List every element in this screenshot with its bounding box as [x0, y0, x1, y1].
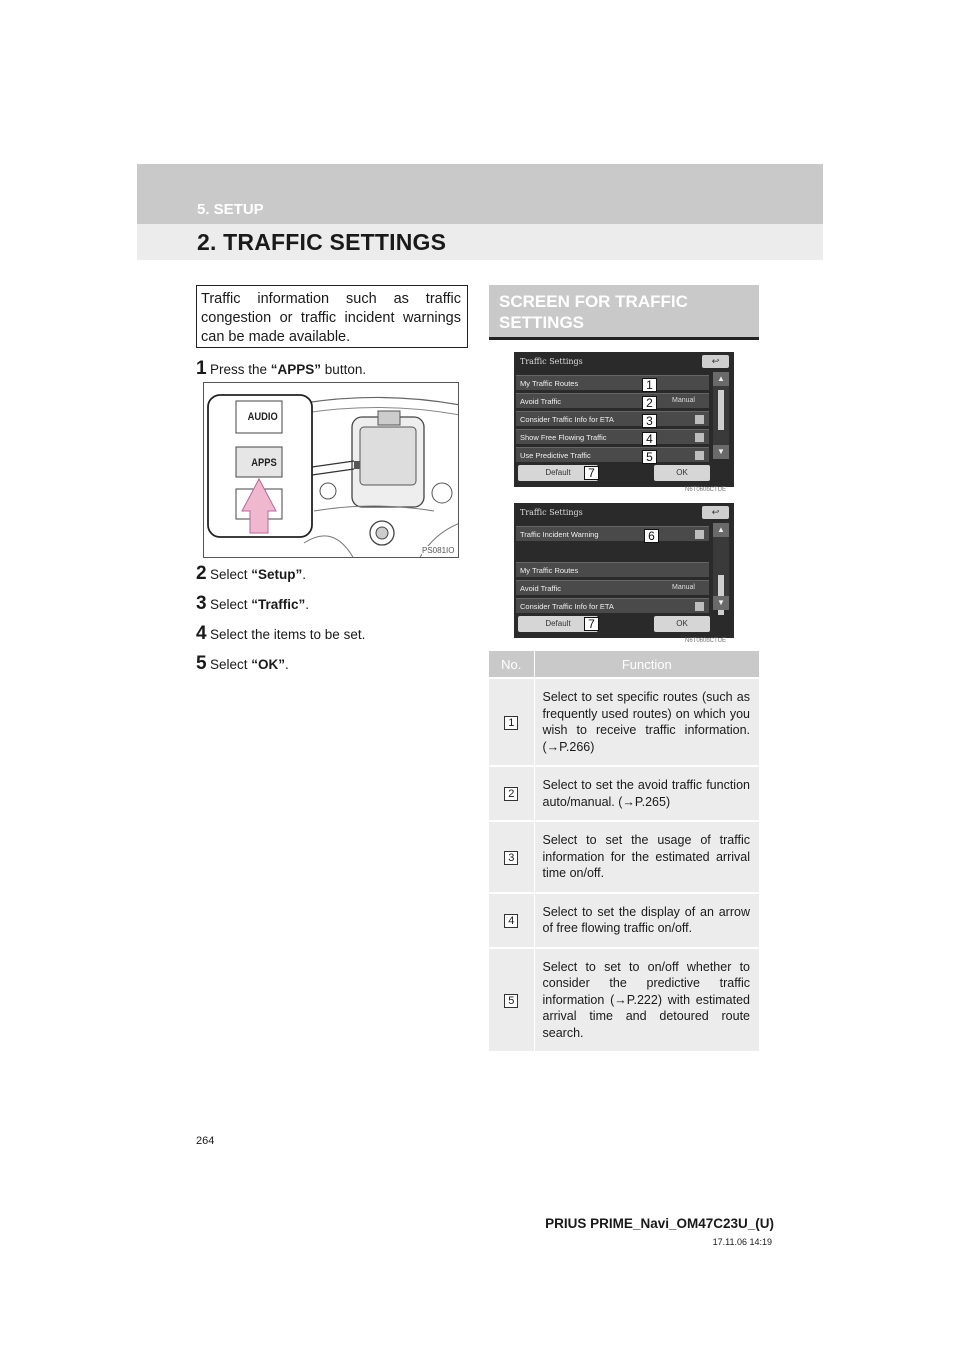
ok-button[interactable]: OK — [654, 465, 710, 481]
scroll-down-icon[interactable]: ▼ — [713, 445, 729, 459]
checkbox-icon[interactable] — [695, 415, 704, 424]
apps-button-label: APPS — [251, 457, 277, 469]
table-row — [489, 893, 759, 948]
dashboard-drawing — [204, 383, 459, 558]
step-text: Select — [210, 657, 252, 672]
checkbox-icon[interactable] — [695, 530, 704, 539]
step-number: 4 — [196, 623, 207, 644]
function-table — [489, 651, 759, 1051]
checkbox-icon[interactable] — [695, 451, 704, 460]
column-header-function: Function — [534, 651, 759, 678]
scroll-up-icon[interactable]: ▲ — [713, 372, 729, 386]
row-number-cell — [489, 766, 534, 821]
row-number-cell — [489, 893, 534, 948]
intro-box: Traffic information such as traffic congestion or traffic incident warnings can be made available. — [196, 285, 468, 348]
checkbox-icon[interactable] — [695, 433, 704, 442]
step-number: 3 — [196, 593, 207, 614]
footer-model: PRIUS PRIME_Navi_OM47C23U_(U) — [545, 1216, 774, 1231]
row-number-cell — [489, 821, 534, 893]
row-label: Show Free Flowing Traffic — [520, 433, 607, 442]
default-button[interactable]: Default — [518, 465, 598, 481]
callout-badge: 4 — [642, 432, 657, 446]
step-text: Press the — [210, 362, 271, 377]
callout-badge: 7 — [584, 617, 599, 631]
screen-section-header: SCREEN FOR TRAFFIC SETTINGS — [489, 285, 759, 340]
table-row — [489, 766, 759, 821]
row-label: Consider Traffic Info for ETA — [520, 602, 614, 611]
step-3 — [196, 593, 309, 615]
step-text-end: . — [285, 657, 289, 672]
column-header-no: No. — [489, 651, 534, 678]
number-box: 4 — [504, 914, 518, 928]
row-value: Manual — [672, 584, 695, 591]
step-keyword: “APPS” — [270, 362, 322, 377]
checkbox-icon[interactable] — [695, 602, 704, 611]
step-keyword: “Traffic” — [251, 597, 306, 612]
screenshot-code: N6T060bCTUE — [685, 638, 727, 644]
row-traffic-incident-warning[interactable] — [516, 526, 709, 541]
step-5 — [196, 653, 289, 675]
row-avoid-traffic[interactable] — [516, 580, 709, 595]
screen-title: Traffic Settings — [520, 357, 583, 366]
callout-badge: 5 — [642, 450, 657, 464]
step-2 — [196, 563, 306, 585]
step-text-end: . — [305, 597, 310, 612]
step-1 — [196, 358, 366, 380]
step-keyword: “OK” — [251, 657, 286, 672]
number-box: 1 — [504, 716, 518, 730]
row-label: Consider Traffic Info for ETA — [520, 415, 614, 424]
page-number: 264 — [196, 1135, 215, 1147]
callout-badge: 6 — [644, 529, 659, 543]
number-box: 2 — [504, 787, 518, 801]
row-my-traffic-routes[interactable] — [516, 375, 709, 390]
callout-badge: 7 — [584, 466, 599, 480]
row-value: Manual — [672, 397, 695, 404]
step-number: 1 — [196, 358, 207, 379]
row-label: Use Predictive Traffic — [520, 451, 591, 460]
function-description: Select to set specific routes (such as frequently used routes) on which you wish to receive traffic information. (→P.266) — [534, 678, 759, 766]
page-title: 2. TRAFFIC SETTINGS — [197, 229, 447, 255]
row-label: My Traffic Routes — [520, 566, 579, 575]
audio-button-label: AUDIO — [247, 411, 278, 423]
scrollbar[interactable] — [713, 523, 729, 610]
step-number: 2 — [196, 563, 207, 584]
table-row — [489, 821, 759, 893]
step-number: 5 — [196, 653, 207, 674]
function-description: Select to set the usage of traffic information for the estimated arrival time on/off. — [534, 821, 759, 893]
traffic-settings-screenshot-1 — [514, 352, 734, 487]
row-label: Traffic Incident Warning — [520, 530, 599, 539]
function-description: Select to set the avoid traffic function auto/manual. (→P.265) — [534, 766, 759, 821]
back-icon[interactable]: ↩ — [702, 506, 729, 519]
row-consider-traffic-eta[interactable] — [516, 598, 709, 613]
scroll-up-icon[interactable]: ▲ — [713, 523, 729, 537]
callout-badge: 3 — [642, 414, 657, 428]
section-label: 5. SETUP — [197, 201, 264, 218]
row-consider-traffic-eta[interactable] — [516, 411, 709, 426]
row-label: Avoid Traffic — [520, 397, 561, 406]
screen-title: Traffic Settings — [520, 508, 583, 517]
back-icon[interactable]: ↩ — [702, 355, 729, 368]
function-description: Select to set the display of an arrow of free flowing traffic on/off. — [534, 893, 759, 948]
step-text: Select — [210, 597, 252, 612]
step-text: Select the items to be set. — [210, 627, 366, 642]
row-use-predictive[interactable] — [516, 447, 709, 462]
step-text-end: . — [302, 567, 307, 582]
row-my-traffic-routes[interactable] — [516, 562, 709, 577]
step-4 — [196, 623, 365, 645]
apps-button-illustration — [203, 382, 459, 558]
row-label: My Traffic Routes — [520, 379, 579, 388]
traffic-settings-screenshot-2 — [514, 503, 734, 638]
illustration-code: PS081IO — [422, 546, 455, 555]
table-header-row — [489, 651, 759, 678]
row-number-cell — [489, 678, 534, 766]
number-box: 3 — [504, 851, 518, 865]
number-box: 5 — [504, 994, 518, 1008]
default-button[interactable]: Default — [518, 616, 598, 632]
table-row — [489, 948, 759, 1052]
scrollbar[interactable] — [713, 372, 729, 459]
row-number-cell — [489, 948, 534, 1052]
footer-timestamp: 17.11.06 14:19 — [712, 1237, 772, 1247]
row-show-free-flowing[interactable] — [516, 429, 709, 444]
step-keyword: “Setup” — [251, 567, 303, 582]
row-label: Avoid Traffic — [520, 584, 561, 593]
callout-badge: 1 — [642, 378, 657, 392]
ok-button[interactable]: OK — [654, 616, 710, 632]
table-row — [489, 678, 759, 766]
screenshot-code: N6T060bCTUE — [685, 487, 727, 493]
step-text: Select — [210, 567, 252, 582]
step-text-end: button. — [321, 362, 367, 377]
function-description: Select to set to on/off whether to consider the predictive traffic information (→P.222) with estimated arrival time and detoured route search. — [534, 948, 759, 1052]
callout-badge: 2 — [642, 396, 657, 410]
scroll-thumb[interactable] — [718, 390, 724, 430]
row-avoid-traffic[interactable] — [516, 393, 709, 408]
scroll-down-icon[interactable]: ▼ — [713, 596, 729, 610]
